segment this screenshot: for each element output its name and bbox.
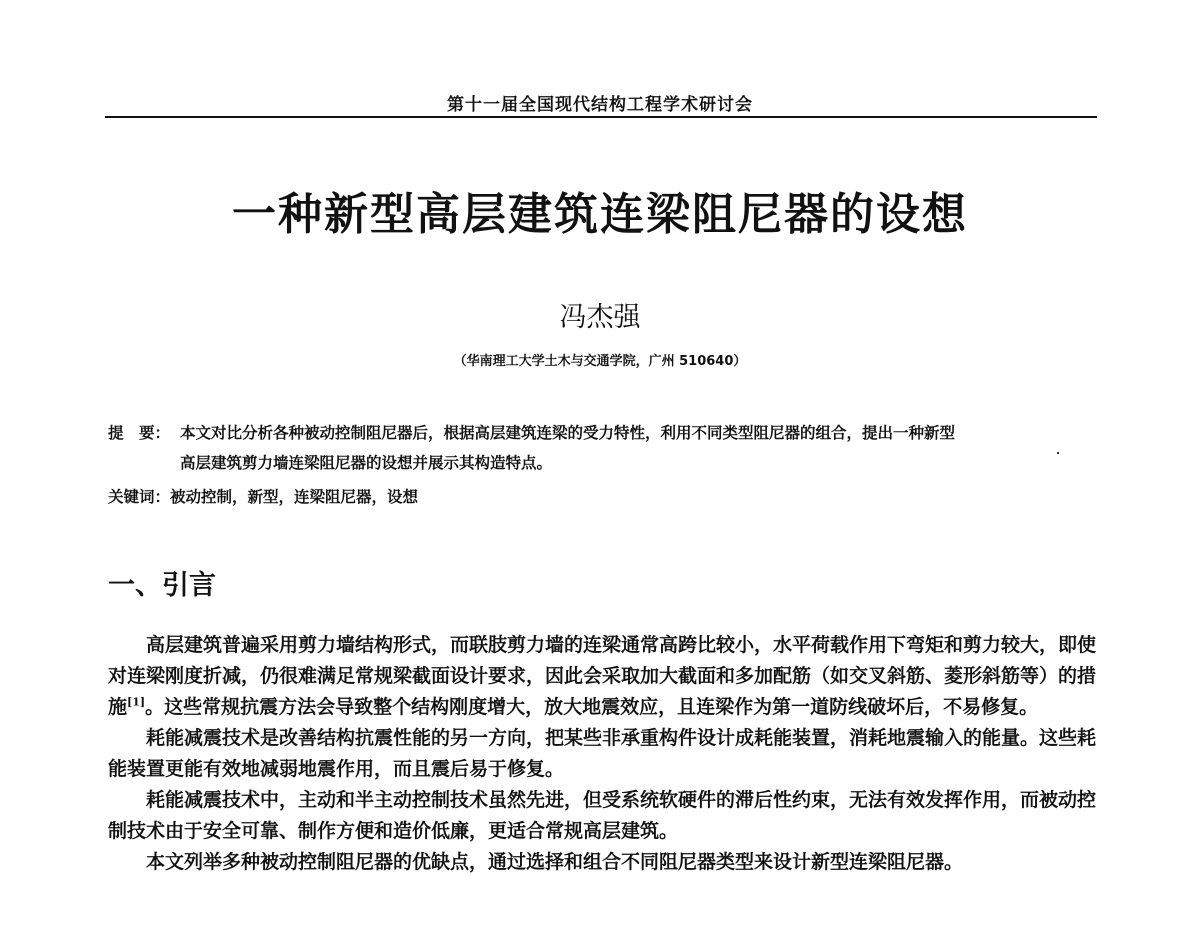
paragraph-2: 耗能减震技术是改善结构抗震性能的另一方向，把某些非承重构件设计成耗能装置，消耗地震输入的能量。这些耗能装置更能有效地减弱地震作用，而且震后易于修复。 bbox=[108, 727, 1097, 780]
paragraph-4: 本文列举多种被动控制阻尼器的优缺点，通过选择和组合不同阻尼器类型来设计新型连梁阻尼器。 bbox=[146, 851, 964, 873]
author-name: 冯杰强 bbox=[559, 302, 641, 333]
abstract-label: 提 要： bbox=[108, 424, 171, 442]
scan-speck bbox=[1057, 452, 1059, 454]
paragraph-1-text-cont: 。这些常规抗震方法会导致整个结构刚度增大，放大地震效应，且连梁作为第一道防线破坏后，不易修复。 bbox=[145, 696, 1039, 718]
paragraph-1-text: 高层建筑普遍采用剪力墙结构形式，而联肢剪力墙的连梁通常高跨比较小，水平荷载作用下弯矩和剪力较大，即使对连梁刚度折减，仍很难满足常规梁截面设计要求，因此会采取加大截面和多加配筋（如交叉斜筋、菱形斜筋等）的措施 bbox=[108, 634, 1097, 718]
abstract-text-2: 高层建筑剪力墙连梁阻尼器的设想并展示其构造特点。 bbox=[180, 454, 553, 472]
abstract-line-1 bbox=[108, 418, 1098, 448]
citation-ref: [1] bbox=[127, 695, 146, 709]
abstract bbox=[108, 418, 1098, 478]
keywords bbox=[108, 483, 1098, 511]
header-rule bbox=[105, 116, 1097, 118]
running-header: 第十一届全国现代结构工程学术研讨会 bbox=[447, 95, 753, 115]
section-body bbox=[108, 630, 1098, 878]
abstract-text-1: 本文对比分析各种被动控制阻尼器后，根据高层建筑连梁的受力特性，利用不同类型阻尼器的组合，提出一种新型 bbox=[180, 424, 956, 442]
section-heading: 一、引言 bbox=[108, 570, 216, 601]
keywords-label: 关键词： bbox=[108, 488, 171, 506]
paragraph-3: 耗能减震技术中，主动和半主动控制技术虽然先进，但受系统软硬件的滞后性约束，无法有效发挥作用，而被动控制技术由于安全可靠、制作方便和造价低廉，更适合常规高层建筑。 bbox=[108, 789, 1097, 842]
author-affiliation: （华南理工大学土木与交通学院，广州 510640） bbox=[453, 354, 747, 369]
keywords-text: 被动控制，新型，连梁阻尼器，设想 bbox=[170, 488, 419, 506]
paragraph-1 bbox=[108, 630, 1098, 723]
paper-title: 一种新型高层建筑连梁阻尼器的设想 bbox=[232, 189, 968, 240]
